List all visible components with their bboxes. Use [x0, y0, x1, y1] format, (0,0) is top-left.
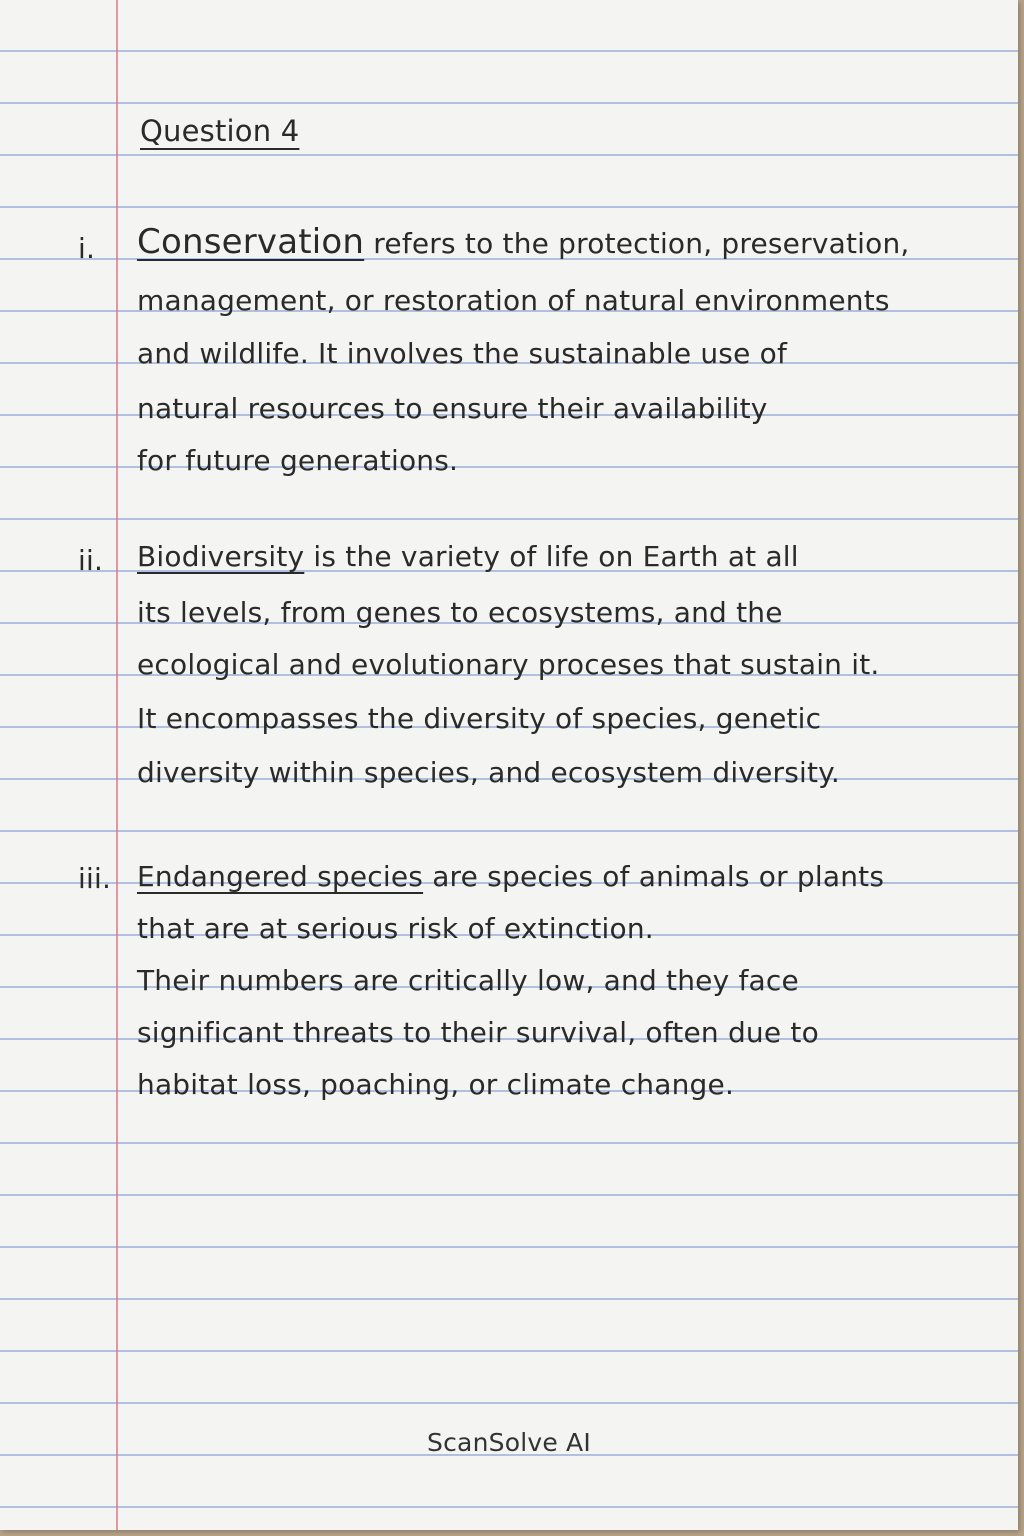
item-first-line: [137, 860, 884, 893]
term-biodiversity: Biodiversity: [137, 540, 305, 573]
definition-line: are species of animals or plants: [432, 860, 885, 893]
item-numeral: i.: [78, 232, 96, 265]
margin-line: [116, 0, 118, 1530]
item-numeral: iii.: [78, 862, 112, 895]
definition-line: natural resources to ensure their availability: [137, 392, 768, 425]
page-title: Question 4: [140, 114, 300, 148]
definition-line: refers to the protection, preservation,: [373, 227, 910, 260]
definition-line: habitat loss, poaching, or climate change.: [137, 1068, 735, 1101]
term-conservation: Conservation: [137, 222, 365, 262]
definition-line: It encompasses the diversity of species, genetic: [137, 702, 822, 735]
definition-line: for future generations.: [137, 444, 459, 477]
definition-line: significant threats to their survival, often due to: [137, 1016, 819, 1049]
definition-line: its levels, from genes to ecosystems, and the: [137, 596, 783, 629]
definition-line: diversity within species, and ecosystem diversity.: [137, 756, 841, 789]
item-numeral: ii.: [78, 544, 104, 577]
definition-line: Their numbers are critically low, and they face: [137, 964, 799, 997]
definition-line: management, or restoration of natural environments: [137, 284, 890, 317]
item-first-line: [137, 222, 910, 262]
footer-watermark: ScanSolve AI: [427, 1428, 591, 1457]
term-endangered-species: Endangered species: [137, 860, 424, 893]
definition-line: and wildlife. It involves the sustainable use of: [137, 337, 788, 370]
item-first-line: [137, 540, 799, 573]
definition-line: is the variety of life on Earth at all: [313, 540, 799, 573]
definition-line: that are at serious risk of extinction.: [137, 912, 654, 945]
definition-line: ecological and evolutionary proceses that sustain it.: [137, 648, 880, 681]
